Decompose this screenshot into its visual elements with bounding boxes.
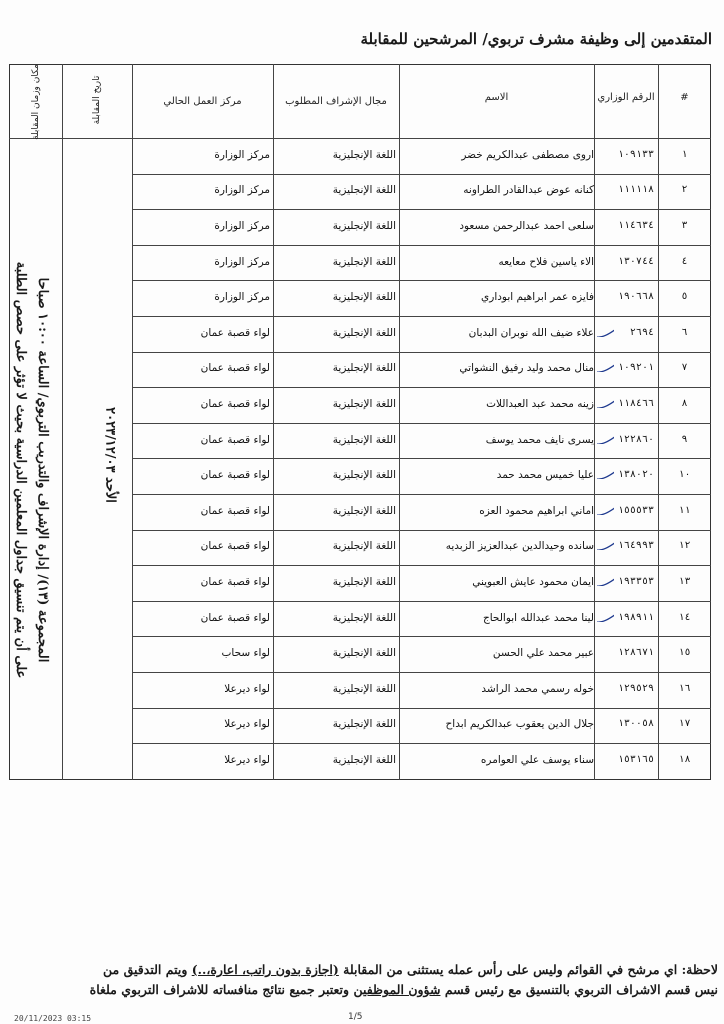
row-index: ٣	[681, 220, 688, 231]
row-ministry-no: ١١١١١٨	[617, 184, 654, 196]
row-field: اللغة الإنجليزية	[332, 326, 396, 339]
row-index: ١١	[678, 504, 691, 516]
row-field: اللغة الإنجليزية	[332, 469, 396, 482]
row-name: سانده وحيدالدين عبدالعزيز الزبديه	[445, 540, 594, 553]
row-divider	[132, 708, 711, 709]
row-workplace: لواء قصبة عمان	[200, 326, 270, 339]
row-divider	[132, 209, 711, 210]
row-divider	[132, 174, 711, 175]
header-place: مكان وزمان المقابلة	[31, 64, 41, 140]
row-workplace: لواء قصبة عمان	[200, 469, 270, 482]
row-workplace: لواء قصبة عمان	[200, 540, 270, 553]
row-ministry-no: ١٢٨٦٧١	[617, 647, 654, 659]
row-index: ٧	[681, 362, 688, 374]
row-field: اللغة الإنجليزية	[332, 718, 396, 731]
row-name: يسرى نايف محمد يوسف	[485, 433, 594, 446]
row-index: ٩	[681, 433, 688, 445]
interview-date-value: الأحد ٢٠٢٣/١٢/٠٣	[102, 407, 118, 503]
row-workplace: مركز الوزارة	[214, 148, 270, 161]
row-index: ٨	[681, 398, 688, 409]
row-divider	[132, 565, 711, 566]
row-field: اللغة الإنجليزية	[332, 682, 396, 695]
handwritten-check-mark	[596, 540, 614, 550]
row-field: اللغة الإنجليزية	[332, 540, 396, 553]
header-index: #	[680, 92, 689, 103]
row-divider	[132, 352, 711, 353]
row-ministry-no: ١٥٣١٦٥	[617, 754, 654, 765]
row-index: ١٢	[678, 540, 691, 552]
header-name: الاسم	[484, 92, 509, 103]
row-ministry-no: ١٩٠٦٦٨	[617, 291, 654, 303]
row-ministry-no: ١٢٢٨٦٠	[617, 433, 654, 445]
footnote-line-2: نيس قسم الاشراف التربوي بالتنسيق مع رئيس قسم شؤون الموظفين وتعتبر جميع نتائج منافساته للاشراف التربوي ملغاة	[89, 982, 718, 997]
handwritten-check-mark	[596, 362, 614, 372]
row-field: اللغة الإنجليزية	[332, 255, 396, 268]
row-ministry-no: ١١٨٤٦٦	[617, 398, 654, 409]
row-name: سلعى احمد عبدالرحمن مسعود	[459, 220, 594, 232]
row-workplace: لواء قصبة عمان	[200, 398, 270, 410]
row-index: ٥	[681, 291, 688, 303]
group-line-2: على أن يتم تنسيق جداول المعلمين الدراسية بحيث لا تؤثر على حصص الطلبة	[13, 261, 28, 679]
row-ministry-no: ١١٤٦٣٤	[617, 220, 654, 231]
row-index: ٤	[681, 255, 688, 267]
row-ministry-no: ١٣٨٠٢٠	[617, 469, 654, 481]
row-name: علاء ضيف الله نوبران البدبان	[468, 326, 594, 339]
row-workplace: لواء قصبة عمان	[200, 611, 270, 624]
header-field: مجال الإشراف المطلوب	[285, 96, 387, 107]
handwritten-check-mark	[596, 505, 614, 515]
handwritten-check-mark	[596, 612, 614, 622]
row-divider	[132, 316, 711, 317]
row-divider	[132, 743, 711, 744]
row-field: اللغة الإنجليزية	[332, 362, 396, 375]
row-index: ١٦	[678, 682, 691, 694]
row-workplace: لواء قصبة عمان	[200, 433, 270, 446]
row-index: ٢	[681, 184, 688, 196]
header-divider	[9, 138, 711, 139]
row-workplace: لواء قصبة عمان	[200, 504, 270, 517]
header-workplace: مركز العمل الحالي	[163, 96, 242, 107]
group-line-1: المجموعة (١٣)/ إدارة الإشراف والتدريب التربوي/ الساعة ١٠:٠٠ صباحا	[35, 277, 50, 663]
row-field: اللغة الإنجليزية	[332, 576, 396, 588]
print-timestamp: 20/11/2023 03:15	[14, 1014, 92, 1023]
row-workplace: لواء ديرعلا	[224, 754, 270, 766]
row-workplace: مركز الوزارة	[214, 184, 270, 197]
footnote-line-1: لاحظة: اي مرشح في القوائم وليس على رأس عمله يستثنى من المقابلة (اجازة بدون راتب، اعارة،..) ويتم التدقيق من	[103, 962, 718, 977]
header-ministry-no: الرقم الوزاري	[597, 92, 655, 103]
row-divider	[132, 280, 711, 281]
row-workplace: مركز الوزارة	[214, 220, 270, 232]
row-name: لينا محمد عبدالله ابوالحاج	[482, 611, 594, 624]
row-ministry-no: ١٢٩٥٢٩	[617, 682, 654, 694]
row-workplace: لواء قصبة عمان	[200, 362, 270, 375]
row-divider	[132, 494, 711, 495]
handwritten-check-mark	[596, 576, 614, 586]
row-field: اللغة الإنجليزية	[332, 184, 396, 197]
row-divider	[132, 387, 711, 388]
row-workplace: لواء ديرعلا	[224, 682, 270, 695]
row-name: جلال الدين يعقوب عبدالكريم ابداح	[445, 718, 594, 731]
row-field: اللغة الإنجليزية	[332, 647, 396, 660]
row-field: اللغة الإنجليزية	[332, 611, 396, 624]
row-workplace: لواء قصبة عمان	[200, 576, 270, 588]
row-index: ١٨	[678, 754, 691, 765]
row-name: اماني ابراهيم محمود العزه	[479, 504, 594, 517]
row-field: اللغة الإنجليزية	[332, 433, 396, 446]
row-name: فايزه عمر ابراهيم ابوداري	[481, 291, 594, 304]
row-divider	[132, 636, 711, 637]
row-field: اللغة الإنجليزية	[332, 148, 396, 161]
page-title: المتقدمين إلى وظيفة مشرف تربوي/ المرشحين للمقابلة	[360, 30, 712, 48]
handwritten-check-mark	[596, 398, 614, 408]
handwritten-check-mark	[596, 469, 614, 479]
row-ministry-no: ٢٦٩٤	[629, 326, 654, 338]
handwritten-check-mark	[596, 327, 614, 337]
row-divider	[132, 601, 711, 602]
row-workplace: لواء ديرعلا	[224, 718, 270, 731]
row-name: ايمان محمود عايش العبويني	[472, 576, 594, 588]
row-name: عليا خميس محمد حمد	[496, 469, 594, 482]
row-field: اللغة الإنجليزية	[332, 291, 396, 304]
row-ministry-no: ١٩٣٣٥٣	[617, 576, 654, 587]
header-date: تاريخ المقابلة	[92, 75, 102, 125]
row-ministry-no: ١٠٩١٣٣	[617, 148, 654, 160]
row-ministry-no: ١٣٠٠٥٨	[617, 718, 654, 730]
row-field: اللغة الإنجليزية	[332, 504, 396, 517]
row-field: اللغة الإنجليزية	[332, 754, 396, 766]
row-ministry-no: ١٠٩٢٠١	[617, 362, 654, 374]
row-name: خوله رسمي محمد الراشد	[481, 682, 594, 695]
row-name: الاء ياسين فلاح معايعه	[498, 255, 594, 268]
row-field: اللغة الإنجليزية	[332, 398, 396, 410]
footnote	[12, 960, 718, 1000]
row-ministry-no: ١٣٠٧٤٤	[617, 255, 654, 267]
row-divider	[132, 530, 711, 531]
row-workplace: مركز الوزارة	[214, 291, 270, 304]
row-index: ٦	[681, 326, 688, 338]
row-index: ١٣	[678, 576, 691, 587]
row-ministry-no: ١٦٤٩٩٣	[617, 540, 654, 552]
row-ministry-no: ١٩٨٩١١	[617, 611, 654, 623]
row-divider	[132, 423, 711, 424]
row-ministry-no: ١٥٥٥٣٣	[617, 504, 654, 516]
row-index: ١٤	[678, 611, 691, 623]
row-workplace: لواء سحاب	[221, 647, 270, 660]
row-name: زينه محمد عبد العبداللات	[486, 398, 594, 410]
row-divider	[132, 245, 711, 246]
row-workplace: مركز الوزارة	[214, 255, 270, 268]
row-name: كنانه عوض عبدالقادر الطراونه	[463, 184, 594, 197]
row-field: اللغة الإنجليزية	[332, 220, 396, 232]
row-divider	[132, 672, 711, 673]
row-divider	[132, 458, 711, 459]
handwritten-check-mark	[596, 434, 614, 444]
row-name: سناء يوسف علي العوامره	[480, 754, 594, 766]
row-index: ١٥	[678, 647, 691, 659]
row-index: ١٠	[678, 469, 691, 481]
row-name: اروى مصطفى عبدالكريم خضر	[461, 148, 594, 161]
page-number: 1/5	[348, 1012, 363, 1022]
row-index: ١	[681, 148, 688, 160]
col-divider	[62, 64, 63, 780]
row-index: ١٧	[678, 718, 691, 730]
row-name: عبير محمد علي الحسن	[492, 647, 594, 660]
row-name: منال محمد وليد رفيق النشواتي	[459, 362, 594, 375]
